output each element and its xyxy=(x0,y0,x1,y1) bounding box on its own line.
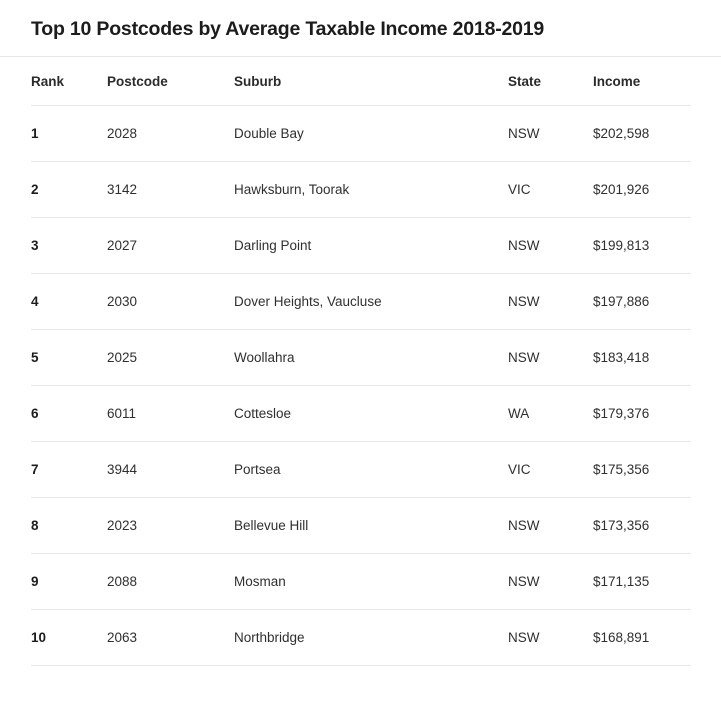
table-row xyxy=(31,442,691,498)
cell-postcode: 2027 xyxy=(107,218,234,274)
cell-rank: 6 xyxy=(31,386,107,442)
cell-suburb: Northbridge xyxy=(234,610,508,666)
table-row xyxy=(31,330,691,386)
cell-postcode: 2063 xyxy=(107,610,234,666)
cell-postcode: 2030 xyxy=(107,274,234,330)
cell-income: $197,886 xyxy=(593,274,691,330)
table-header-row xyxy=(31,57,691,106)
table-row xyxy=(31,106,691,162)
cell-income: $201,926 xyxy=(593,162,691,218)
cell-suburb: Mosman xyxy=(234,554,508,610)
cell-state: WA xyxy=(508,386,593,442)
cell-suburb: Dover Heights, Vaucluse xyxy=(234,274,508,330)
cell-rank: 2 xyxy=(31,162,107,218)
cell-income: $202,598 xyxy=(593,106,691,162)
table-row xyxy=(31,498,691,554)
cell-rank: 3 xyxy=(31,218,107,274)
cell-suburb: Portsea xyxy=(234,442,508,498)
table-body xyxy=(31,106,691,666)
cell-postcode: 2023 xyxy=(107,498,234,554)
cell-suburb: Bellevue Hill xyxy=(234,498,508,554)
cell-postcode: 3142 xyxy=(107,162,234,218)
cell-state: NSW xyxy=(508,330,593,386)
cell-rank: 7 xyxy=(31,442,107,498)
table-row xyxy=(31,610,691,666)
cell-postcode: 2088 xyxy=(107,554,234,610)
cell-state: NSW xyxy=(508,610,593,666)
cell-income: $175,356 xyxy=(593,442,691,498)
cell-state: NSW xyxy=(508,218,593,274)
cell-income: $183,418 xyxy=(593,330,691,386)
cell-suburb: Woollahra xyxy=(234,330,508,386)
cell-rank: 10 xyxy=(31,610,107,666)
table-header xyxy=(31,57,691,106)
cell-postcode: 2025 xyxy=(107,330,234,386)
column-header-suburb: Suburb xyxy=(234,57,508,106)
cell-state: NSW xyxy=(508,106,593,162)
cell-postcode: 3944 xyxy=(107,442,234,498)
cell-income: $173,356 xyxy=(593,498,691,554)
cell-income: $179,376 xyxy=(593,386,691,442)
table-row xyxy=(31,162,691,218)
cell-rank: 5 xyxy=(31,330,107,386)
cell-postcode: 6011 xyxy=(107,386,234,442)
cell-state: VIC xyxy=(508,162,593,218)
cell-state: NSW xyxy=(508,554,593,610)
table-row xyxy=(31,274,691,330)
income-table xyxy=(31,57,691,666)
column-header-state: State xyxy=(508,57,593,106)
cell-income: $199,813 xyxy=(593,218,691,274)
table-row xyxy=(31,218,691,274)
table-row xyxy=(31,386,691,442)
cell-state: NSW xyxy=(508,498,593,554)
cell-rank: 1 xyxy=(31,106,107,162)
table-row xyxy=(31,554,691,610)
cell-rank: 4 xyxy=(31,274,107,330)
column-header-income: Income xyxy=(593,57,691,106)
cell-suburb: Double Bay xyxy=(234,106,508,162)
column-header-rank: Rank xyxy=(31,57,107,106)
cell-state: NSW xyxy=(508,274,593,330)
page-title: Top 10 Postcodes by Average Taxable Income 2018-2019 xyxy=(31,18,545,40)
cell-income: $171,135 xyxy=(593,554,691,610)
cell-postcode: 2028 xyxy=(107,106,234,162)
cell-suburb: Hawksburn, Toorak xyxy=(234,162,508,218)
cell-state: VIC xyxy=(508,442,593,498)
column-header-postcode: Postcode xyxy=(107,57,234,106)
cell-rank: 8 xyxy=(31,498,107,554)
cell-income: $168,891 xyxy=(593,610,691,666)
cell-rank: 9 xyxy=(31,554,107,610)
cell-suburb: Cottesloe xyxy=(234,386,508,442)
cell-suburb: Darling Point xyxy=(234,218,508,274)
